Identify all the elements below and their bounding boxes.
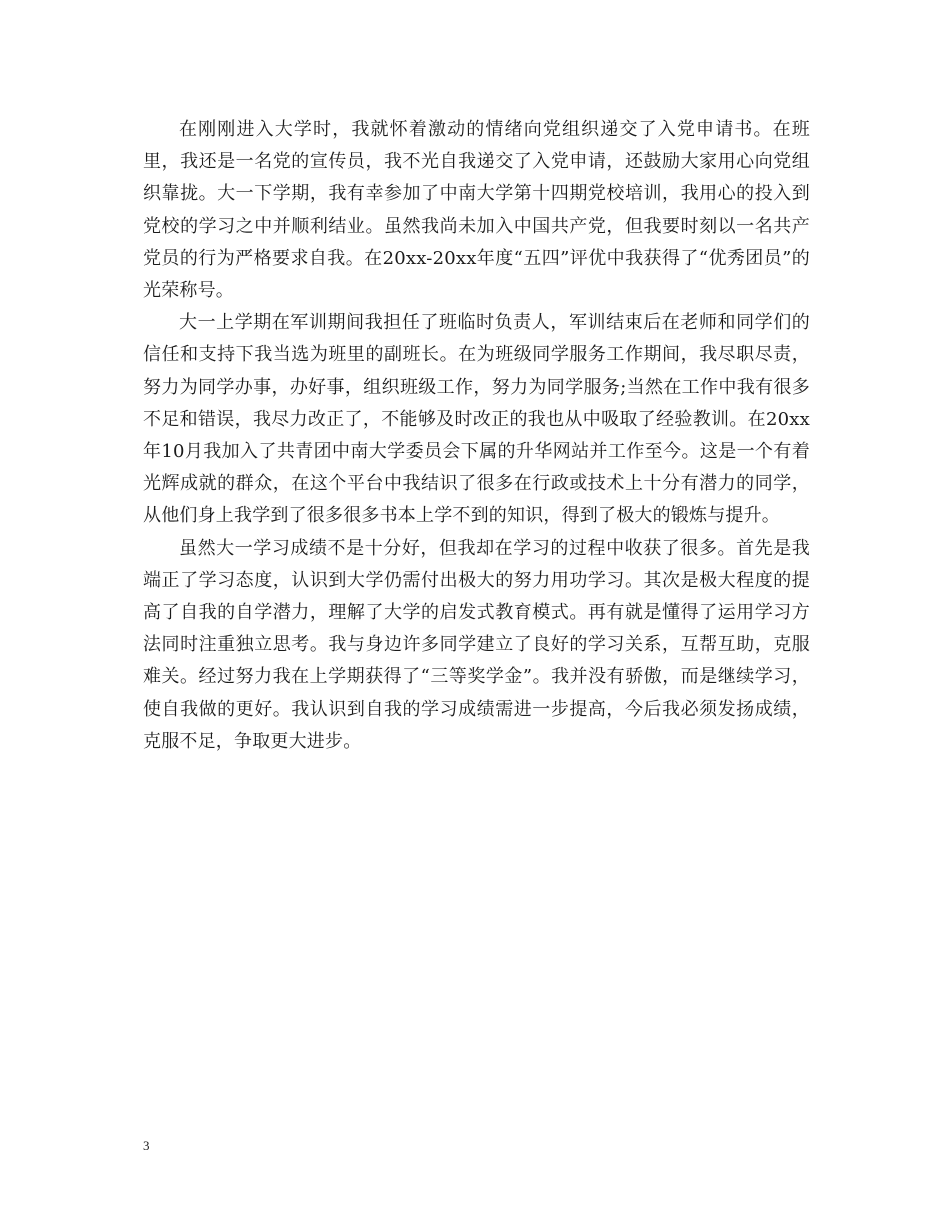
paragraph-class-leader: 大一上学期在军训期间我担任了班临时负责人，军训结束后在老师和同学们的信任和支持下我当选为班里的副班长。在为班级同学服务工作期间，我尽职尽责，努力为同学办事，办好事，组织班级工作，努力为同学服务;当然在工作中我有很多不足和错误，我尽力改正了，不能够及时改正的我也从中吸取了经验教训。在20xx年10月我加入了共青团中南大学委员会下属的升华网站并工作至今。这是一个有着光辉成就的群众，在这个平台中我结识了很多在行政或技术上十分有潜力的同学，从他们身上我学到了很多很多书本上学不到的知识，得到了极大的锻炼与提升。 (143, 312, 810, 527)
body-text (143, 114, 810, 758)
paragraph-study: 虽然大一学习成绩不是十分好，但我却在学习的过程中收获了很多。首先是我端正了学习态度，认识到大学仍需付出极大的努力用功学习。其次是极大程度的提高了自我的自学潜力，理解了大学的启发式教育模式。再有就是懂得了运用学习方法同时注重独立思考。我与身边许多同学建立了良好的学习关系，互帮互助，克服难关。经过努力我在上学期获得了“三等奖学金”。我并没有骄傲，而是继续学习，使自我做的更好。我认识到自我的学习成绩需进一步提高，今后我必须发扬成绩，克服不足，争取更大进步。 (143, 537, 810, 752)
page-number: 3 (143, 1138, 150, 1153)
paragraph-party-application: 在刚刚进入大学时，我就怀着激动的情绪向党组织递交了入党申请书。在班里，我还是一名党的宣传员，我不光自我递交了入党申请，还鼓励大家用心向党组织靠拢。大一下学期，我有幸参加了中南大学第十四期党校培训，我用心的投入到党校的学习之中并顺利结业。虽然我尚未加入中国共产党，但我要时刻以一名共产党员的行为严格要求自我。在20xx-20xx年度“五四”评优中我获得了“优秀团员”的光荣称号。 (143, 119, 810, 302)
